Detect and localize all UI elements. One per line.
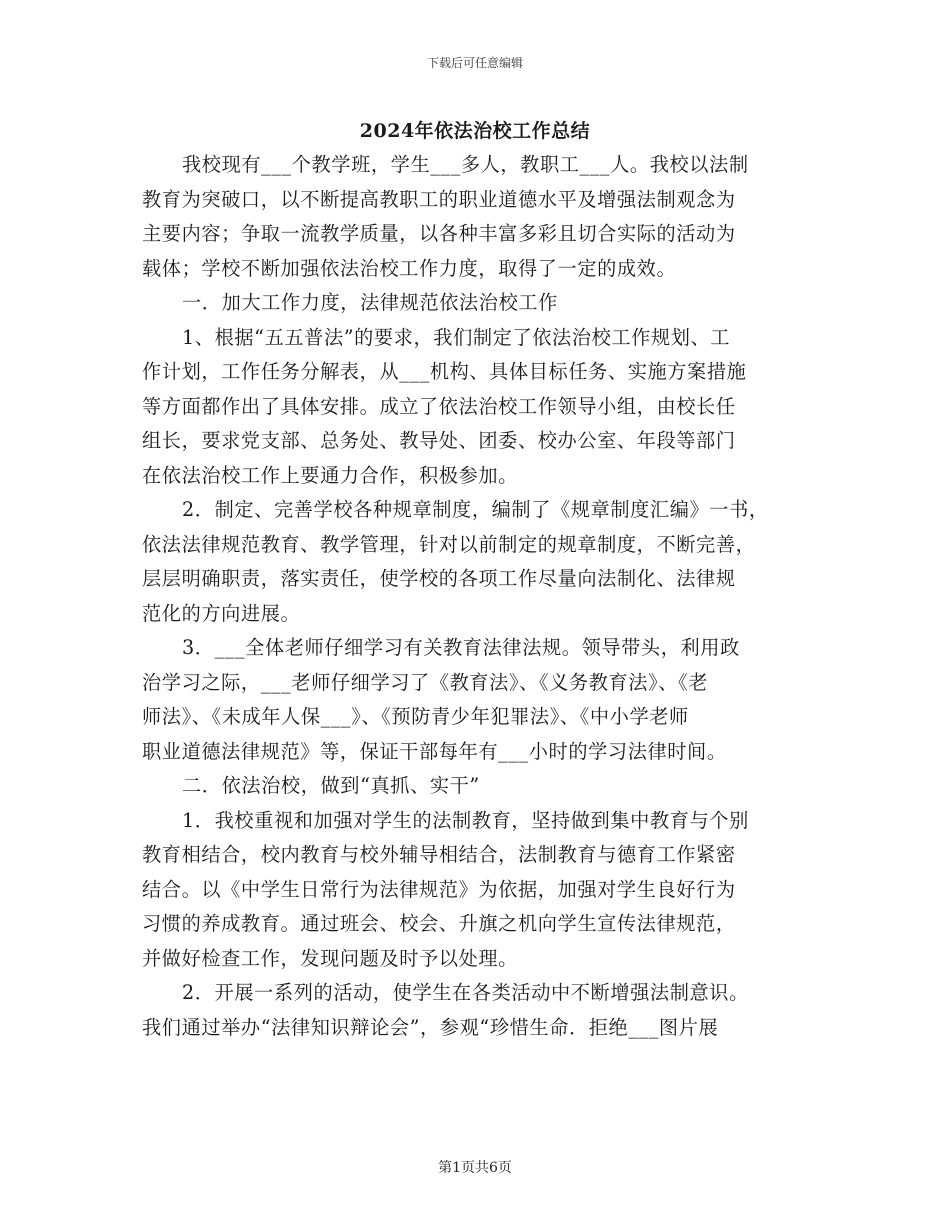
text-line: 作计划，工作任务分解表，从___机构、具体目标任务、实施方案措施: [142, 360, 747, 383]
text-line: 职业道德法律规范》等，保证干部每年有___小时的学习法律时间。: [142, 739, 727, 763]
text-line: 载体；学校不断加强依法治校工作力度，取得了一定的成效。: [142, 256, 677, 280]
text-line: 组长，要求党支部、总务处、教导处、团委、校办公室、年段等部门: [142, 429, 736, 452]
document-body: [142, 148, 818, 1045]
text-line: 等方面都作出了具体安排。成立了依法治校工作领导小组，由校长任: [142, 394, 736, 418]
text-line: 范化的方向进展。: [142, 601, 301, 625]
text-line: 教育相结合，校内教育与校外辅导相结合，法制教育与德育工作紧密: [142, 843, 736, 866]
text-line: 并做好检查工作，发现问题及时予以处理。: [142, 946, 518, 970]
text-line: 教育为突破口，以不断提高教职工的职业道德水平及增强法制观念为: [142, 187, 736, 211]
text-line: 2．制定、完善学校各种规章制度，编制了《规章制度汇编》一书，: [182, 498, 769, 521]
text-line: 一．加大工作力度，法律规范依法治校工作: [182, 291, 558, 314]
text-line: 师法》、《未成年人保___》、《预防青少年犯罪法》、《中小学老师: [142, 705, 689, 728]
document-title: 2024年依法治校工作总结: [359, 120, 591, 142]
text-line: 结合。以《中学生日常行为法律规范》为依据，加强对学生良好行为: [142, 877, 736, 901]
text-line: 层层明确职责，落实责任，使学校的各项工作尽量向法制化、法律规: [142, 567, 736, 590]
text-line: 2．开展一系列的活动，使学生在各类活动中不断增强法制意识。: [182, 981, 749, 1004]
text-line: 我校现有___个教学班，学生___多人，教职工___人。我校以法制: [182, 153, 749, 176]
text-line: 治学习之际，___老师仔细学习了《教育法》、《义务教育法》、《老: [142, 670, 709, 694]
text-line: 1．我校重视和加强对学生的法制教育，坚持做到集中教育与个别: [182, 808, 749, 832]
text-line: 主要内容；争取一流教学质量，以各种丰富多彩且切合实际的活动为: [142, 222, 736, 245]
text-line: 依法法律规范教育、教学管理，针对以前制定的规章制度，不断完善，: [142, 532, 756, 556]
text-line: 二．依法治校，做到“真抓、实干”: [182, 774, 480, 797]
text-line: 在依法治校工作上要通力合作，积极参加。: [142, 463, 518, 487]
header-note: 下载后可任意编辑: [426, 56, 523, 70]
text-line: 习惯的养成教育。通过班会、校会、升旗之机向学生宣传法律规范，: [142, 912, 736, 935]
text-line: 3．___全体老师仔细学习有关教育法律法规。领导带头，利用政: [182, 636, 740, 659]
page-footer: 第1页共6页: [438, 1160, 512, 1176]
text-line: 我们通过举办“法律知识辩论会”，参观“珍惜生命．拒绝___图片展: [142, 1015, 719, 1039]
text-line: 1、根据“五五普法”的要求，我们制定了依法治校工作规划、工: [182, 325, 731, 349]
